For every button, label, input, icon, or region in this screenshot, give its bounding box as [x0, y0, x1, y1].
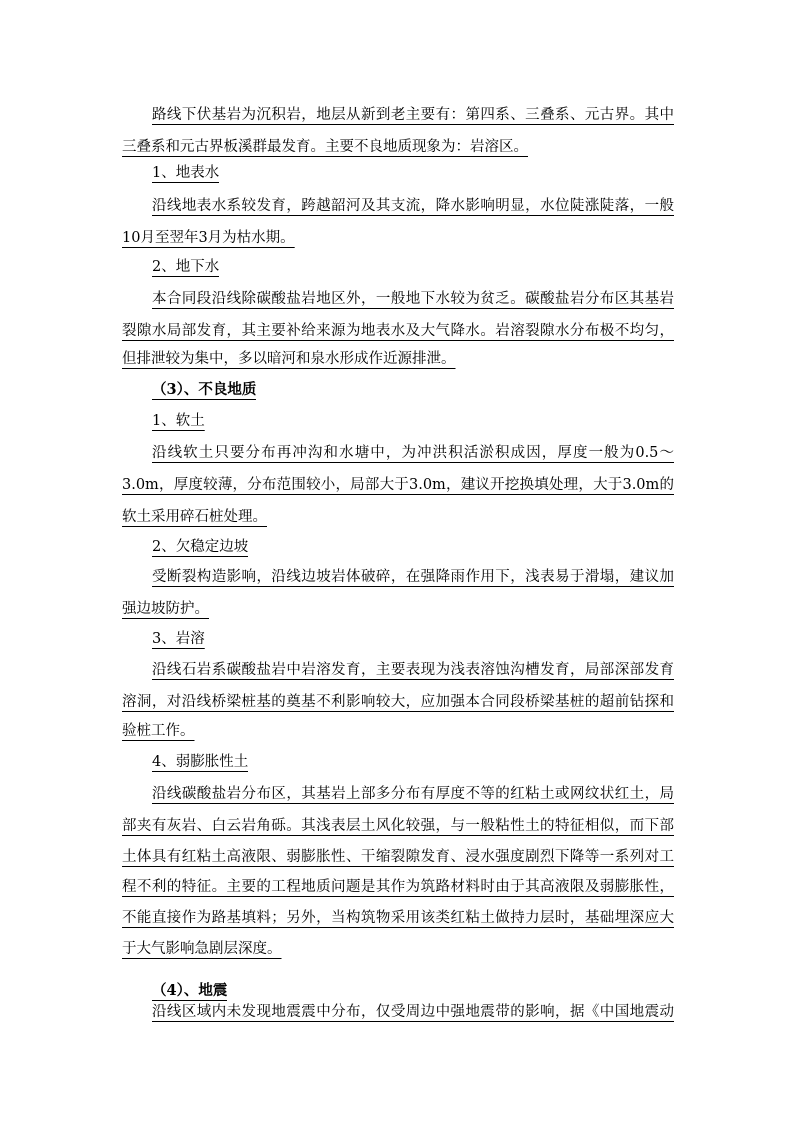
paragraph-line: 于大气影响急剧层深度。 [122, 941, 282, 957]
paragraph-line: 验桩工作。 [122, 723, 195, 739]
paragraph-line: 软土采用碎石桩处理。 [122, 509, 267, 525]
paragraph-line: 3.0m，厚度较薄，分布范围较小，局部大于3.0m，建议开挖换填处理，大于3.0m的 [122, 477, 674, 493]
paragraph-line: 沿线石岩系碳酸盐岩中岩溶发育，主要表现为浅表溶蚀沟槽发育，局部深部发育 [152, 662, 674, 678]
paragraph-line: 裂隙水局部发育，其主要补给来源为地表水及大气降水。岩溶裂隙水分布极不均匀， [122, 323, 674, 339]
paragraph-line: 程不利的特征。主要的工程地质问题是其作为筑路材料时由于其高液限及弱膨胀性， [122, 879, 674, 895]
paragraph-line: 但排泄较为集中，多以暗河和泉水形成作近源排泄。 [122, 351, 456, 367]
paragraph-line: 沿线软土只要分布再冲沟和水塘中，为冲洪积活淤积成因，厚度一般为0.5～ [152, 445, 674, 461]
paragraph-line: 三叠系和元古界板溪群最发育。主要不良地质现象为：岩溶区。 [122, 139, 528, 155]
section-heading: 4、弱膨胀性土 [152, 754, 249, 770]
paragraph-line: 本合同段沿线除碳酸盐岩地区外，一般地下水较为贫乏。碳酸盐岩分布区其基岩 [152, 291, 674, 307]
paragraph-line: 沿线碳酸盐岩分布区，其基岩上部多分布有厚度不等的红粘土或网纹状红土，局 [152, 786, 674, 802]
paragraph-line: 不能直接作为路基填料；另外，当构筑物采用该类红粘土做持力层时，基础埋深应大 [122, 910, 674, 926]
section-heading: 3、岩溶 [152, 631, 205, 647]
paragraph-line: 路线下伏基岩为沉积岩，地层从新到老主要有：第四系、三叠系、元古界。其中 [152, 107, 674, 123]
paragraph-line: 沿线地表水系较发育，跨越韶河及其支流，降水影响明显，水位陡涨陡落，一般 [152, 198, 674, 214]
paragraph-line: 受断裂构造影响，沿线边坡岩体破碎，在强降雨作用下，浅表易于滑塌，建议加 [152, 569, 674, 585]
section-heading: 1、软土 [152, 413, 205, 429]
section-heading: （4）、地震 [152, 982, 228, 999]
section-heading: 2、欠稳定边坡 [152, 539, 249, 555]
paragraph-line: 溶洞，对沿线桥梁桩基的奠基不利影响较大，应加强本合同段桥梁基桩的超前钻探和 [122, 694, 674, 710]
section-heading: （3）、不良地质 [152, 381, 257, 398]
paragraph-line: 10月至翌年3月为枯水期。 [122, 230, 295, 246]
paragraph-line: 沿线区域内未发现地震震中分布，仅受周边中强地震带的影响，据《中国地震动 [152, 1004, 674, 1020]
section-heading: 2、地下水 [152, 259, 220, 275]
paragraph-line: 强边坡防护。 [122, 601, 209, 617]
paragraph-line: 部夹有灰岩、白云岩角砾。其浅表层土风化较强，与一般粘性土的特征相似，而下部 [122, 818, 674, 834]
section-heading: 1、地表水 [152, 165, 220, 181]
paragraph-line: 土体具有红粘土高液限、弱膨胀性、干缩裂隙发育、浸水强度剧烈下降等一系列对工 [122, 849, 674, 865]
